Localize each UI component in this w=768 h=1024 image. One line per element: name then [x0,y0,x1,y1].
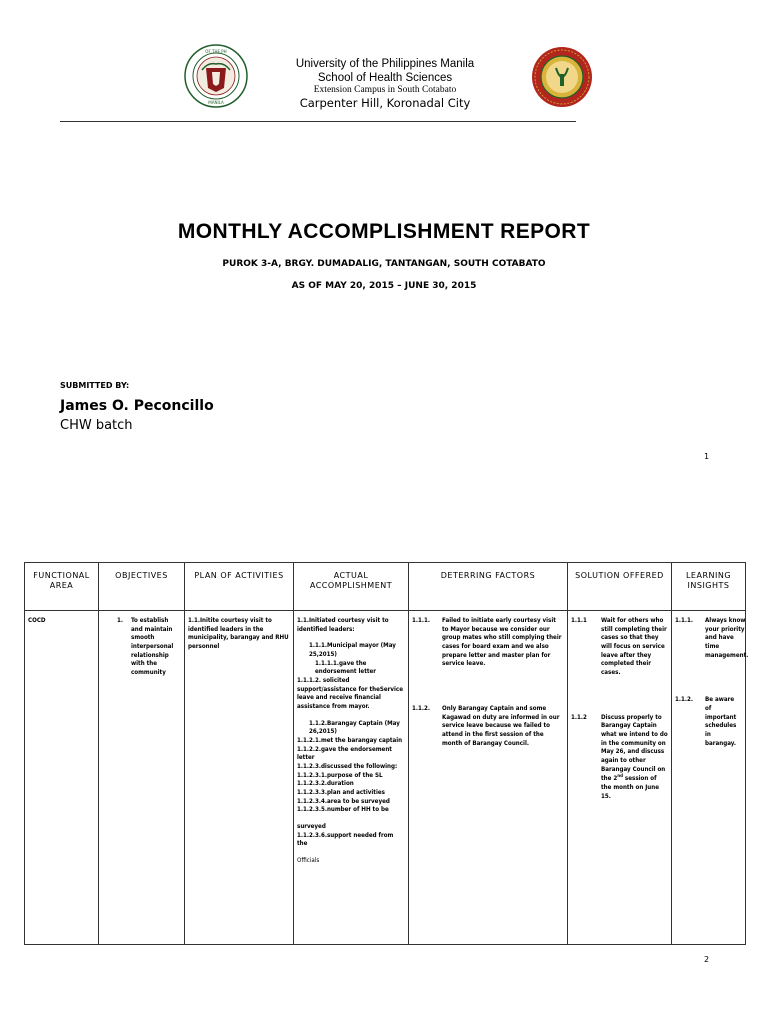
header-objectives: OBJECTIVES [99,563,185,611]
solution-text-part: session of the month on June 15. [601,775,659,800]
solution-text: Wait for others who still completing their cases so that they will focus on service leave after they completed their cases. [601,617,667,677]
solution-number: 1.1.2 [571,713,587,721]
deterring-text: Failed to initiate early courtesy visit to Mayor because we consider our group mates who still complying their cases for board exam and we also prepare letter and master plan for service leave. [442,617,562,668]
actual-line: 1.1.2.3.discussed the following: [297,763,398,771]
actual-line: 1.1.1.1.gave the endorsement letter [315,659,377,676]
table-header-row [25,563,746,611]
actual-line: 1.1.2.1.met the barangay captain [297,737,403,745]
header-deterring-factors: DETERRING FACTORS [409,563,568,611]
header-plan-of-activities: PLAN OF ACTIVITIES [185,563,294,611]
report-period: AS OF MAY 20, 2015 – JUNE 30, 2015 [291,281,477,291]
university-name: University of the Philippines Manila [295,58,475,70]
insight-text: Be aware of important schedules in barangay. [705,696,737,747]
cell-solution [568,611,672,945]
page-1 [0,0,768,488]
actual-line: 1.1.2.3.3.plan and activities [297,789,385,797]
insight-number: 1.1.1. [675,617,693,624]
cell-actual [294,611,409,945]
campus-name: Extension Campus in South Cotabato [313,85,457,96]
objective-text: To establish and maintain smooth interpersonal relationship with the community [131,617,174,677]
submitter-role: CHW batch [60,418,133,433]
deterring-number: 1.1.2. [412,705,430,713]
up-seal-logo [184,44,248,108]
cell-deterring [409,611,568,945]
cell-objectives [99,611,185,945]
plan-text: 1.1.Initite courtesy visit to identified leaders in the municipality, barangay and RHU personnel [188,617,289,651]
page-number-2: 2 [704,955,710,964]
shs-seal-logo [530,46,594,108]
insight-text: Always know your priority and have time management. [705,617,749,659]
page-number-1: 1 [704,452,710,461]
report-location: PUROK 3-A, BRGY. DUMADALIG, TANTANGAN, SOUTH COTABATO [222,259,546,269]
solution-number: 1.1.1 [571,617,587,624]
accomplishment-table [24,562,749,945]
header-divider [60,121,576,122]
actual-line: 1.1.2.Barangay Captain (May 26,2015) [309,719,400,736]
cell-functional-area [25,611,99,945]
solution-text-part: Discuss properly to Barangay Captain what we intend to do in the community on May 26, and discuss again to other Barangay Council on the 2 [601,713,668,783]
deterring-number: 1.1.1. [412,617,430,624]
cell-plan [185,611,294,945]
actual-line: 1.1.2.2.gave the endorsement letter [297,745,392,762]
header-actual-accomplishment: ACTUAL ACCOMPLISHMENT [294,563,409,611]
deterring-text: Only Barangay Captain and some Kagawad on duty are informed in our service leave because we failed to attend in the first session of the month of Barangay Council. [442,705,560,747]
functional-area-value: COCD [28,617,46,624]
actual-line: 1.1.1.Municipal mayor (May 25,2015) [309,642,396,659]
solution-text-superscript: nd [617,774,623,780]
svg-text:OF THE PH: OF THE PH [205,49,227,54]
campus-location: Carpenter Hill, Koronadal City [299,96,471,111]
actual-line: surveyed [297,823,326,831]
report-title: MONTHLY ACCOMPLISHMENT REPORT [177,220,591,243]
actual-line: 1.1.Initiated courtesy visit to identified leaders: [297,617,389,633]
objective-number: 1. [117,617,123,624]
solution-text [601,714,668,802]
actual-line: 1.1.2.3.5.number of HH to be [297,806,389,814]
header-learning-insights: LEARNING INSIGHTS [672,563,746,611]
actual-line: Officials [297,857,320,865]
cell-insights [672,611,749,945]
table-row [25,611,746,945]
actual-line: 1.1.2.3.1.purpose of the SL [297,771,383,779]
svg-text:MANILA: MANILA [208,100,224,105]
submitted-by-label: SUBMITTED BY: [60,381,130,390]
submitter-name: James O. Peconcillo [60,398,214,414]
header-solution-offered: SOLUTION OFFERED [568,563,672,611]
actual-line: 1.1.2.3.2.duration [297,780,354,788]
page-2 [0,488,768,1024]
actual-line: 1.1.2.3.6.support needed from the [297,831,394,848]
header-functional-area: FUNCTIONAL AREA [25,563,99,611]
institution-header [240,58,530,111]
insight-number: 1.1.2. [675,696,693,704]
school-name: School of Health Sciences [317,71,453,84]
actual-line: 1.1.1.2. solicited support/assistance for theService leave and receive financial assistance from mayor. [297,677,403,711]
actual-line: 1.1.2.3.4.area to be surveyed [297,797,390,805]
